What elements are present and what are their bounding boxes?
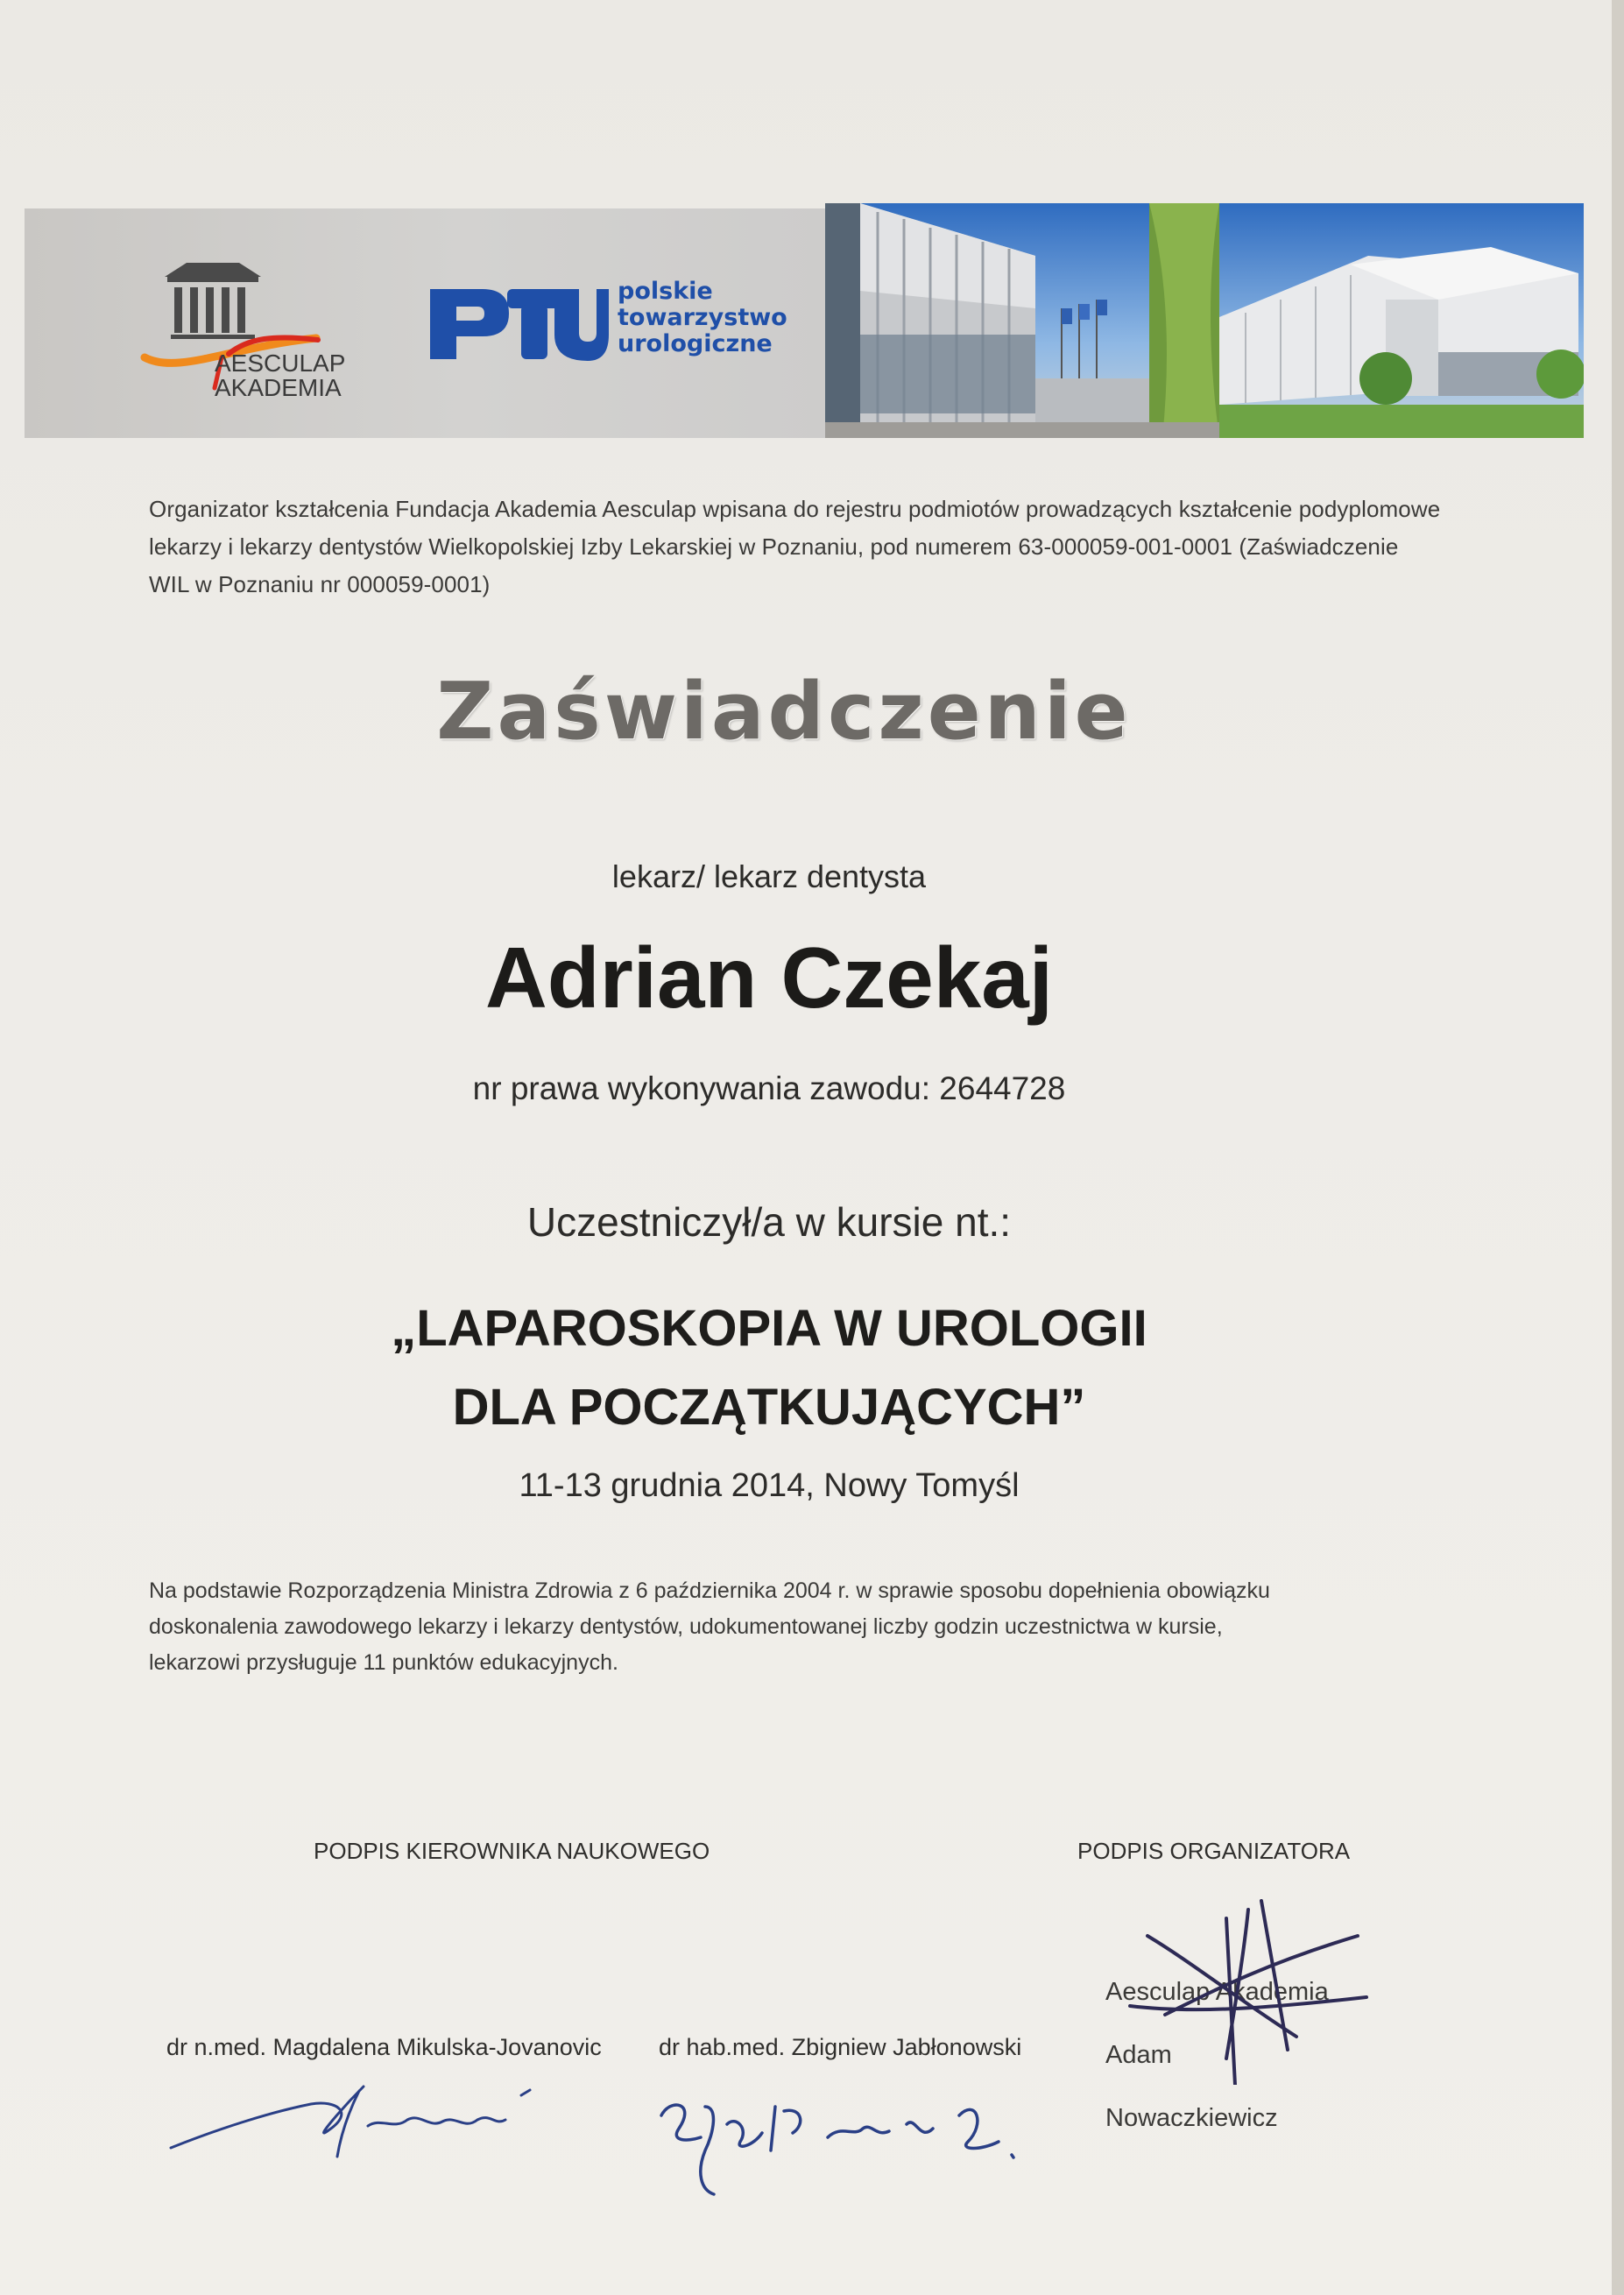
building-photo: [825, 203, 1584, 438]
ptu-logo-text: polskie towarzystwo urologiczne: [618, 278, 787, 357]
participation-statement: Uczestniczył/a w kursie nt.:: [526, 1199, 1012, 1245]
scientific-director-signature-label: PODPIS KIEROWNIKA NAUKOWEGO: [314, 1838, 710, 1864]
banner-logo-area: [25, 208, 825, 438]
page-edge: [1612, 0, 1624, 2295]
organizer-statement: Organizator kształcenia Fundacja Akademia Aesculap wpisana do rejestru podmiotów prowadzących kształcenie podyplomowe lekarzy i lekarzy dentystów Wielkopolskiej Izby Lekarskiej w Poznaniu, pod numerem 63-000059-001-0001 (Zaświadczenie WIL w Poznaniu nr 000059-0001): [149, 496, 1441, 597]
signatory-name-1: dr n.med. Magdalena Mikulska-Jovanovic: [166, 2034, 602, 2060]
signatory-name-2: dr hab.med. Zbigniew Jabłonowski: [659, 2034, 1022, 2060]
profession-label: lekarz/ lekarz dentysta: [611, 858, 927, 894]
course-dates-location: 11-13 grudnia 2014, Nowy Tomyśl: [519, 1467, 1020, 1504]
header-banner: [25, 208, 1584, 438]
ptu-mark-icon: [423, 279, 611, 366]
license-number: nr prawa wykonywania zawodu: 2644728: [472, 1070, 1066, 1106]
certificate-title: Zaświadczenie: [436, 666, 1132, 758]
organizer-signature-label: PODPIS ORGANIZATORA: [1077, 1838, 1351, 1864]
course-title: „LAPAROSKOPIA W UROLOGII DLA POCZĄTKUJĄCYCH”: [391, 1300, 1147, 1436]
signature-mikulska-jovanovic: [162, 2078, 565, 2174]
legal-basis-statement: Na podstawie Rozporządzenia Ministra Zdrowia z 6 października 2004 r. w sprawie sposobu dopełnienia obowiązku doskonalenia zawodowego lekarzy i lekarzy dentystów, udokumentowanej liczby godzin uczestnictwa w kursie, lekarzowi przysługuje 11 punktów edukacyjnych.: [149, 1578, 1270, 1675]
signature-jablonowski: [653, 2089, 1020, 2203]
ptu-logo: [423, 279, 791, 375]
participant-name: Adrian Czekaj: [484, 929, 1054, 1026]
organizer-stamp: Aesculap Akademia Adam Nowaczkiewicz: [1105, 1978, 1329, 2132]
aesculap-logo-text: AESCULAP AKADEMIA: [215, 350, 346, 401]
organizer-handwritten-signature: [1095, 1883, 1375, 2085]
